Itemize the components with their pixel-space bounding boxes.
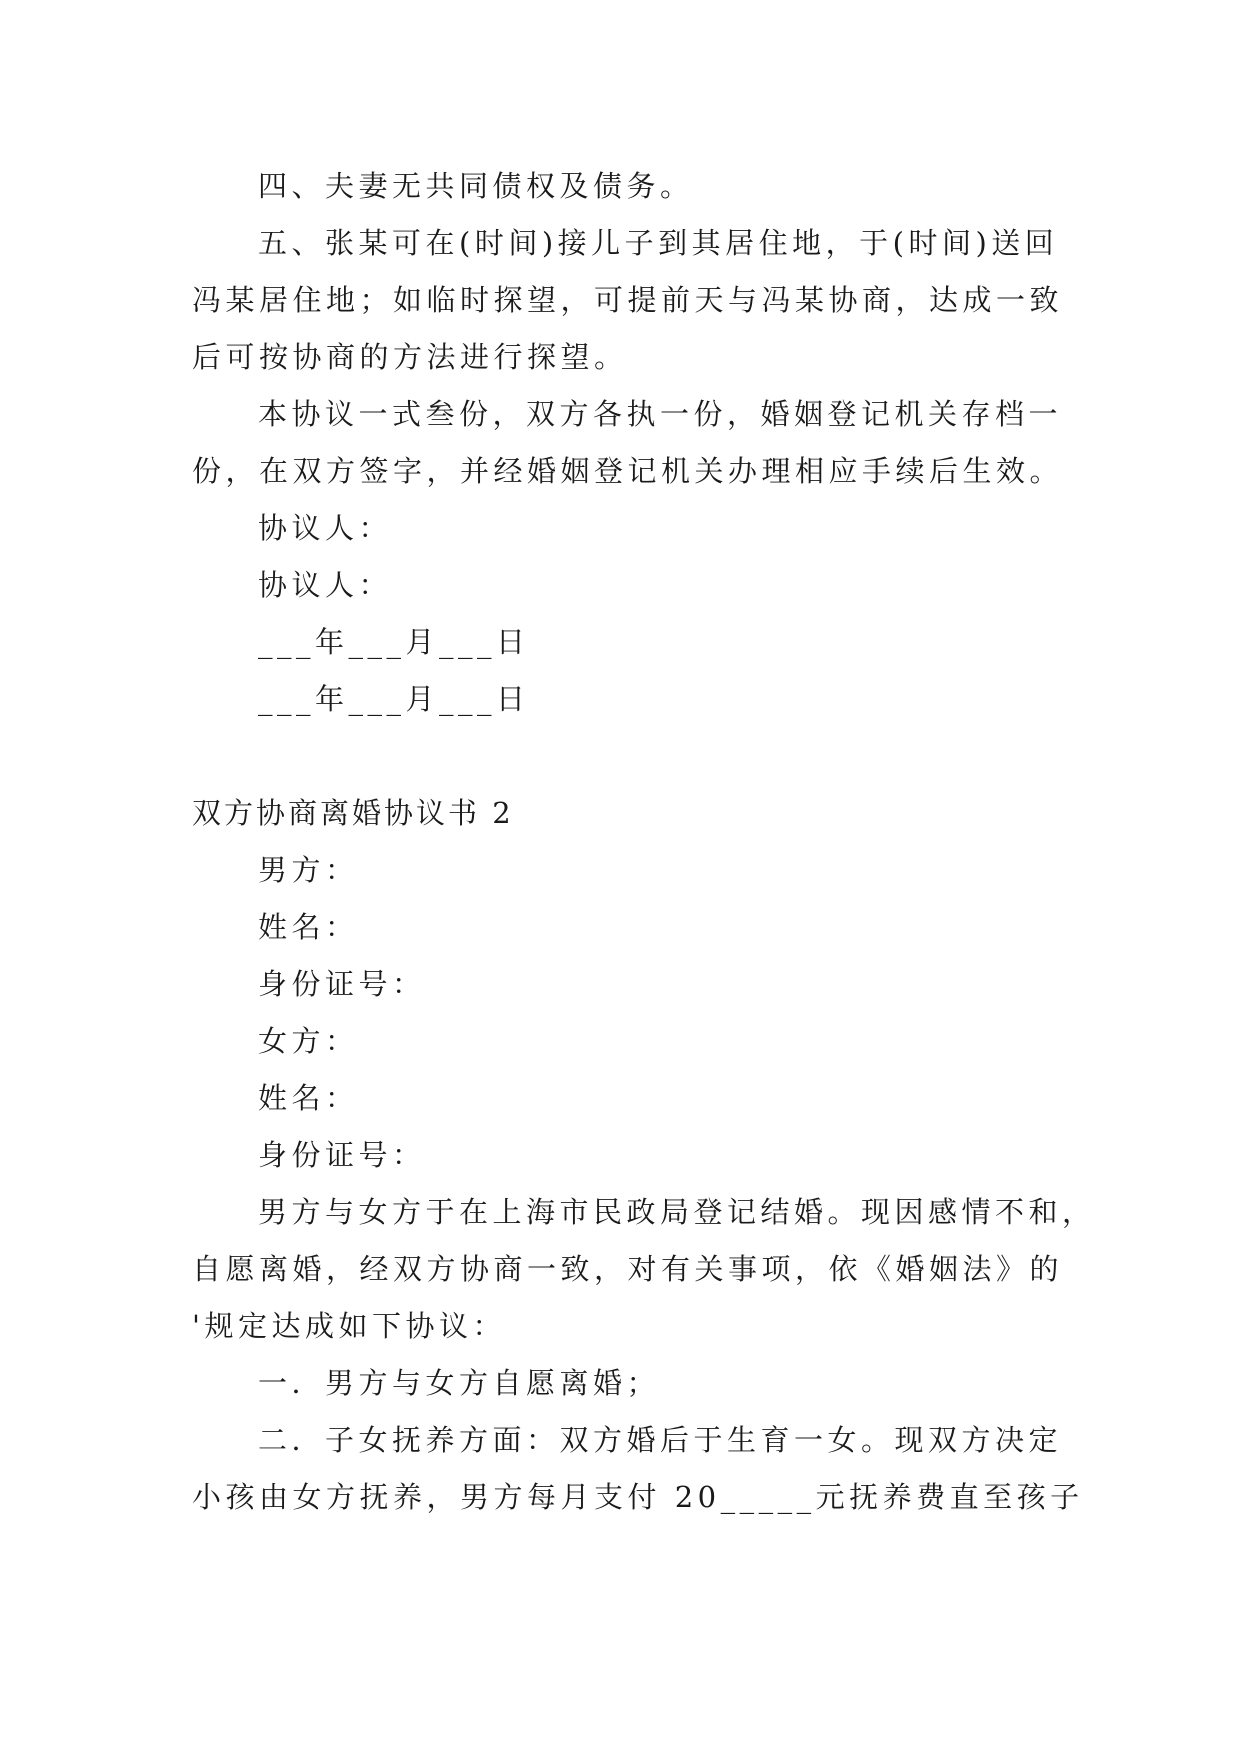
article-two-line-2: 小孩由女方抚养，男方每月支付 20_____元抚养费直至孩子	[192, 1480, 1084, 1514]
copies-clause-line-1: 本协议一式叁份，双方各执一份，婚姻登记机关存档一	[258, 397, 1063, 431]
male-party-label: 男方：	[258, 853, 359, 887]
clause-five-line-3: 后可按协商的方法进行探望。	[192, 340, 628, 374]
male-id-label: 身份证号：	[258, 967, 426, 1001]
clause-five-line-2: 冯某居住地；如临时探望，可提前天与冯某协商，达成一致	[192, 283, 1064, 317]
signatory-2: 协议人：	[258, 568, 393, 602]
clause-five-line-1: 五、张某可在(时间)接儿子到其居住地，于(时间)送回	[258, 226, 1059, 260]
copies-clause-line-2: 份，在双方签字，并经婚姻登记机关办理相应手续后生效。	[192, 454, 1064, 488]
preamble-line-3: '规定达成如下协议：	[192, 1309, 506, 1343]
preamble-line-2: 自愿离婚，经双方协商一致，对有关事项，依《婚姻法》的	[192, 1252, 1064, 1286]
date-line-2: ___年___月___日	[258, 682, 530, 716]
preamble-line-1: 男方与女方于在上海市民政局登记结婚。现因感情不和，	[258, 1195, 1096, 1229]
female-id-label: 身份证号：	[258, 1138, 426, 1172]
section-title: 双方协商离婚协议书 2	[192, 796, 514, 830]
article-two-line-1: 二．子女抚养方面：双方婚后于生育一女。现双方决定	[258, 1423, 1063, 1457]
male-name-label: 姓名：	[258, 910, 359, 944]
female-name-label: 姓名：	[258, 1081, 359, 1115]
clause-four: 四、夫妻无共同债权及债务。	[258, 169, 694, 203]
date-line-1: ___年___月___日	[258, 625, 530, 659]
article-one: 一．男方与女方自愿离婚；	[258, 1366, 661, 1400]
female-party-label: 女方：	[258, 1024, 359, 1058]
signatory-1: 协议人：	[258, 511, 393, 545]
